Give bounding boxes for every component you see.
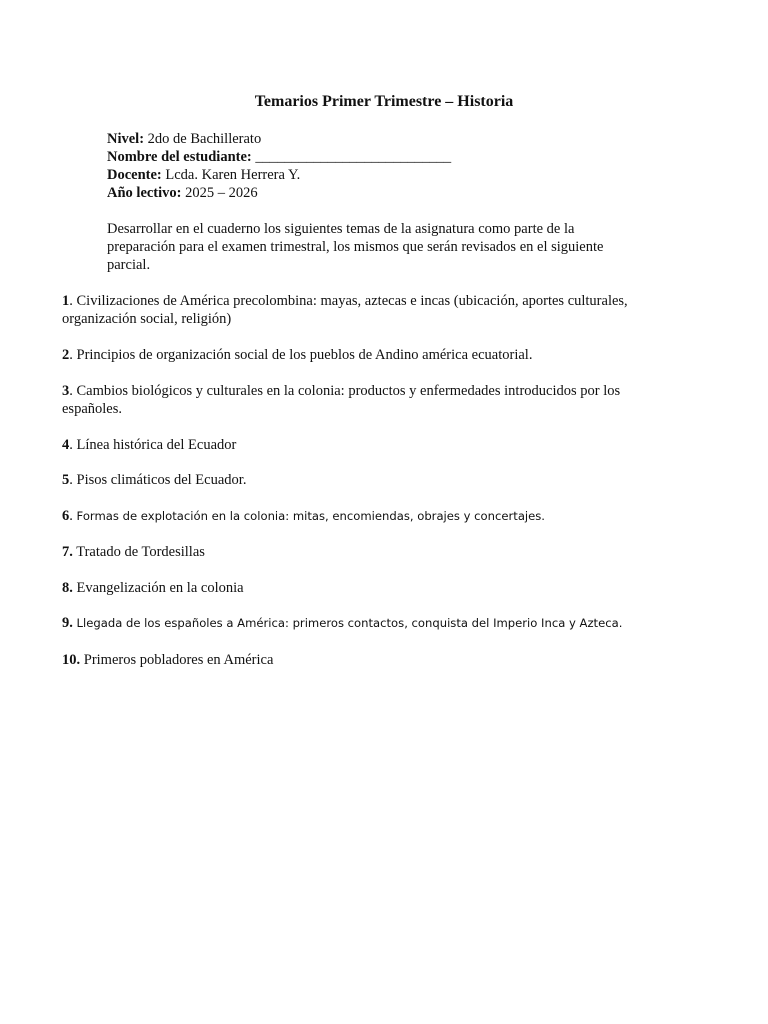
topic-item xyxy=(62,579,672,597)
topic-number: 9. xyxy=(62,615,73,631)
topic-item xyxy=(62,346,672,364)
topic-sep: . xyxy=(69,437,73,453)
topic-number: 3 xyxy=(62,383,70,399)
topic-number: 8. xyxy=(62,580,73,596)
topic-item xyxy=(62,507,672,525)
nivel-row xyxy=(107,130,451,148)
nombre-blank: ___________________________ xyxy=(251,149,452,165)
topic-text: Evangelización en la colonia xyxy=(72,580,244,596)
docente-value: Lcda. Karen Herrera Y. xyxy=(161,167,301,183)
topic-item xyxy=(62,614,672,632)
topic-text: Principios de organización social de los pueblos de Andino américa ecuatorial. xyxy=(72,347,533,363)
nombre-label: Nombre del estudiante: xyxy=(107,149,252,165)
topic-sep: . xyxy=(69,383,73,399)
intro-paragraph: Desarrollar en el cuaderno los siguientes temas de la asignatura como parte de la preparación para el examen trimestral, los mismos que serán revisados en el siguiente parcial. xyxy=(107,221,604,273)
anio-row xyxy=(107,184,451,202)
topic-text: Cambios biológicos y culturales en la colonia: productos y enfermedades introducidos por los españoles. xyxy=(62,383,621,417)
nivel-label: Nivel: xyxy=(107,131,145,147)
topic-sep: . xyxy=(69,293,73,309)
topic-text: Civilizaciones de América precolombina: mayas, aztecas e incas (ubicación, aportes culturales, organización social, religión) xyxy=(62,293,628,327)
docente-row xyxy=(107,166,451,184)
topic-item xyxy=(62,436,672,454)
anio-value: 2025 – 2026 xyxy=(181,185,258,201)
topic-item xyxy=(62,292,672,328)
topic-sep: . xyxy=(69,347,73,363)
topic-number: 2 xyxy=(62,347,70,363)
header-block xyxy=(107,130,451,202)
topic-text: Primeros pobladores en América xyxy=(80,652,274,668)
topic-item xyxy=(62,382,672,418)
topic-number: 7. xyxy=(62,544,73,560)
topic-text: Pisos climáticos del Ecuador. xyxy=(72,472,247,488)
topic-item xyxy=(62,651,672,669)
nombre-row xyxy=(107,148,451,166)
document-title: Temarios Primer Trimestre – Historia xyxy=(254,93,514,110)
anio-label: Año lectivo: xyxy=(107,185,182,201)
nivel-value: 2do de Bachillerato xyxy=(144,131,262,147)
topic-text: Tratado de Tordesillas xyxy=(72,544,205,560)
topic-item xyxy=(62,471,672,489)
topic-sep: . xyxy=(69,508,73,524)
topic-number: 1 xyxy=(62,293,70,309)
topic-number: 6 xyxy=(62,508,70,524)
topic-number: 4 xyxy=(62,437,70,453)
topic-number: 10. xyxy=(62,652,81,668)
topic-text: Formas de explotación en la colonia: mitas, encomiendas, obrajes y concertajes. xyxy=(72,509,545,523)
topic-text: Línea histórica del Ecuador xyxy=(72,437,237,453)
topic-number: 5 xyxy=(62,472,70,488)
topic-text: Llegada de los españoles a América: primeros contactos, conquista del Imperio Inca y Azteca. xyxy=(72,616,623,630)
topic-item xyxy=(62,543,672,561)
docente-label: Docente: xyxy=(107,167,162,183)
topic-sep: . xyxy=(69,472,73,488)
